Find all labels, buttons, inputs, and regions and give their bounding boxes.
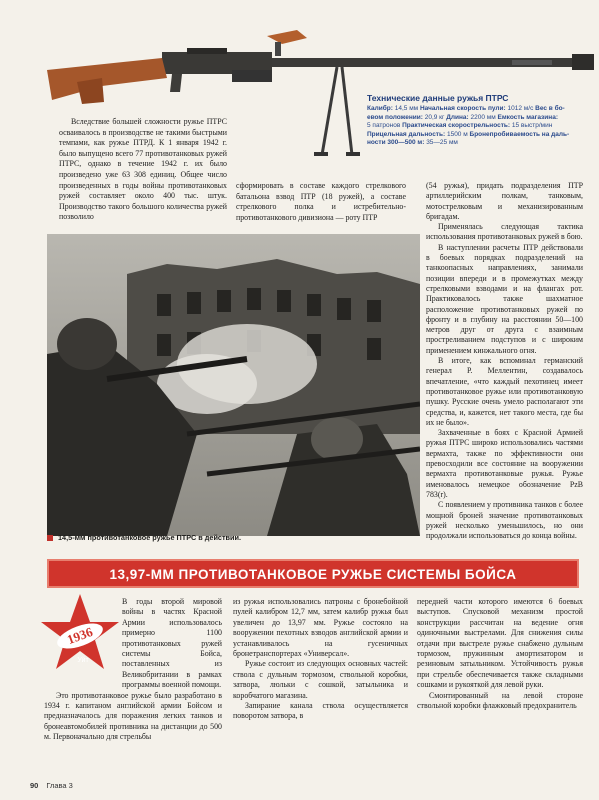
paragraph: С появлением у противника танков с более мощной броней значение противотанковых ружей несколько уменьшилось, но они продолжали использоваться до конца войны.	[426, 500, 583, 541]
paragraph: Применялась следующая тактика использования противотанковых ружей в бою.	[426, 222, 583, 242]
spec-key: Прицельная дальность:	[367, 130, 446, 138]
text-column-2	[236, 181, 406, 223]
spec-value: 5 патронов	[367, 122, 403, 130]
paragraph: из ружья использовались патроны с бронебойной пулей калибром 12,7 мм, затем калибр ружья был увеличен до 13,97 мм. Ружье состояло на вооружении пехотных взводов английской армии и устанавливалось на гусеничных бронетранспортерах «Универсал».	[233, 597, 408, 659]
paragraph: Захваченные в боях с Красной Армией ружья ПТРС широко использовались частями вермахта, также по эффективности они превосходили все состояние на вооружении вермахта противотанковые ружья. Ружье именовалось немецкое обозначение PzB 783(r).	[426, 428, 583, 499]
spec-value: 35—25 мм	[424, 139, 458, 147]
photo-caption	[47, 533, 420, 542]
paragraph: Вследствие большей сложности ружье ПТРС осваивалось в производстве не такими быстрыми темпами, как ружье ПТРД. К 1 января 1942 г. было выпущено всего 77 противотанковых ружей ПТРС, однако в течение 1942 г. их было произведено уже 63 308 единиц. Общее число произведенных в годы войны противотанковых ружей составляет около 400 тыс. штук. Производство такого большого количества ружей позволило	[59, 117, 227, 222]
spec-value: 20,9 кг	[422, 113, 447, 121]
section-banner	[47, 559, 579, 588]
paragraph: (54 ружья), придать подразделения ПТР артиллерийским полкам, танковым, мотострелковым и механизированным бригадам.	[426, 181, 583, 221]
specs-body	[367, 105, 577, 148]
caption-marker	[47, 535, 53, 541]
spec-key: Бронепробиваемость на даль-	[469, 130, 570, 138]
photo-scene	[47, 234, 420, 536]
spec-value: 15 выстр/мин	[510, 122, 553, 130]
paragraph: Ружье состоит из следующих основных частей: ствола с дульным тормозом, ствольной коробки, затвора, люльки с сошкой, затыльника и коробчатого магазина.	[233, 659, 408, 700]
text-column-3	[426, 181, 583, 541]
page-footer	[30, 781, 73, 790]
specs-box	[367, 93, 577, 148]
spec-value: 1012 м/с	[505, 105, 536, 112]
spec-value: 14,5 мм	[392, 105, 420, 112]
spec-key: Емкость магазина:	[497, 113, 558, 121]
paragraph: Это противотанковое ружье было разработано в 1934 г. капитаном английской армии Бойсом и предназначалось для поражения легких танков и бронеавтомобилей противника на дистанции до 500 м. Первоначально для стрельбы	[44, 690, 222, 742]
section-title: 13,97-ММ ПРОТИВОТАНКОВОЕ РУЖЬЕ СИСТЕМЫ БОЙСА	[109, 567, 517, 582]
spec-key: Калибр:	[367, 105, 393, 112]
spec-key: Практическая скорострельность:	[402, 122, 511, 130]
spec-key: Начальная скорость пули:	[419, 105, 506, 112]
spec-value: 1500 м	[445, 130, 470, 138]
page-number: 90	[30, 781, 39, 790]
paragraph: передней части которого имеются 6 боевых выступов. Спусковой механизм простой конструкции рассчитан на ведение огня одиночными выстрелами. Для снижения силы отдачи при выстреле ружье снабжено дульным тормозом, пружинным амортизатором и резиновым затыльником. Устойчивость ружья при стрельбе обеспечивается также складными сошками и рукояткой для левой руки.	[417, 597, 583, 690]
spec-key: Вес в бо-	[535, 105, 565, 112]
war-photo	[47, 234, 420, 536]
chapter-label: Глава 3	[46, 781, 73, 790]
spec-key: ности 300—500 м:	[367, 139, 425, 147]
spec-value: 2200 мм	[468, 113, 498, 121]
text-column-1	[59, 117, 227, 223]
specs-title: Технические данные ружья ПТРС	[367, 93, 509, 103]
bottom-column-2	[233, 597, 408, 722]
emblem-sub: Уйт	[77, 657, 89, 664]
bottom-column-3	[417, 597, 583, 711]
caption-text: 14,5-мм противотанковое ружье ПТРС в действии.	[58, 533, 242, 542]
paragraph: Запирание канала ствола осуществляется поворотом затвора, в	[233, 701, 408, 721]
spec-key: евом положении:	[367, 113, 423, 121]
emblem-year: 1936	[65, 624, 95, 648]
paragraph: В наступлении расчеты ПТР действовали в боевых порядках подразделений на танкоопасных направлениях, занимали позиции впереди и в промежутках между стрелковыми взводами и на флангах рот. Практиковалось также шахматное расположение противотанковых ружей по фронту и в глубину на расстоянии 50—100 метров друг от друга с взаимным простреливанием подступов и с широким применением кинжального огня.	[426, 242, 583, 355]
bottom-column-1	[44, 597, 222, 743]
paragraph: Смонтированный на левой стороне ствольной коробки флажковый предохранитель	[417, 690, 583, 711]
paragraph: В итоге, как вспоминал германский генерал Р. Меллентин, создавалось впечатление, «что каждый пехотинец имеет противотанковое ружье или противотанковую пушку. Русские очень умело располагают эти средства, и, кажется, нет такого места, где бы их не было».	[426, 356, 583, 427]
paragraph: В годы второй мировой войны в частях Красной Армии использовалось примерно 1100 противотанковых ружей системы Бойса, поставленных из Великобритании в рамках программы военной помощи.	[122, 597, 222, 690]
paragraph: сформировать в составе каждого стрелкового батальона взвод ПТР (18 ружей), а составе стрелкового полка и истребительно-противотанкового дивизиона — роту ПТР	[236, 181, 406, 222]
spec-key: Длина:	[446, 113, 469, 121]
